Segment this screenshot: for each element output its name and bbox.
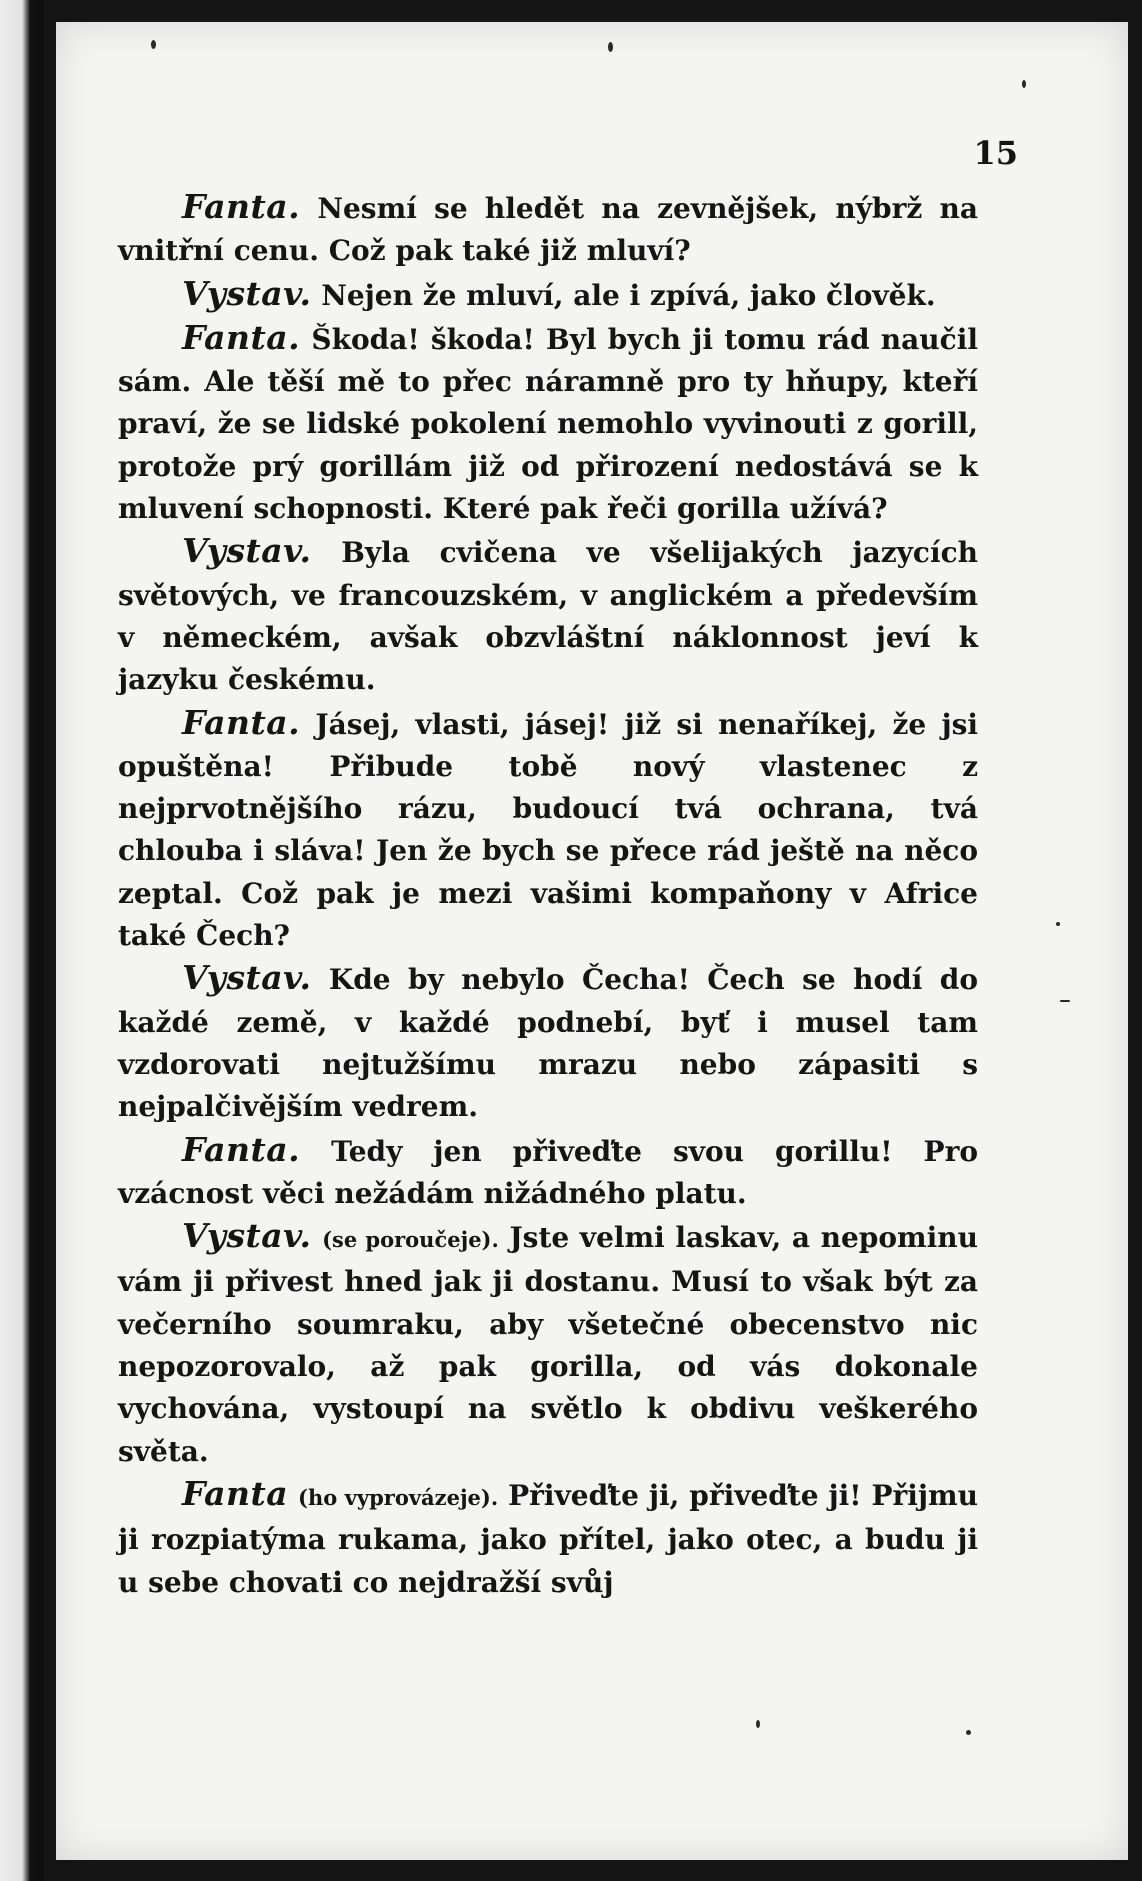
page-body: [118, 186, 978, 1604]
print-speck: [608, 42, 613, 52]
dialogue-paragraph: [118, 186, 978, 273]
dialogue-text: Přiveďte ji, přiveďte ji! Přijmu ji rozpiatýma rukama, jako přítel, jako otec, a budu ji u sebe chovati co nejdražší svůj: [118, 1478, 979, 1599]
dialogue-text: Kde by nebylo Čecha! Čech se hodí do každé země, v každé podnebí, byť i musel tam vzdorovati nejtužšímu mrazu nebo zápasiti s nejpalčivějším vedrem.: [118, 963, 979, 1124]
speaker-name: Vystav.: [182, 273, 312, 313]
print-speck: [151, 40, 156, 49]
binding-edge: [0, 0, 44, 1881]
speaker-name: Fanta.: [182, 317, 301, 357]
print-speck: [1022, 80, 1026, 88]
dialogue-paragraph: [118, 1129, 978, 1216]
speaker-name: Vystav.: [182, 531, 312, 571]
dialogue-paragraph: [118, 702, 978, 958]
dialogue-paragraph: [118, 1215, 978, 1473]
page-number: 15: [973, 134, 1018, 172]
dialogue-text: Jásej, vlasti, jásej! již si nenaříkej, že jsi opuštěna! Přibude tobě nový vlastenec z nejprvotnějšího rázu, budoucí tvá ochrana, tvá chlouba i sláva! Jen že bych se přece rád ještě na něco zeptal. Což pak je mezi vašimi kompaňony v Africe také Čech?: [118, 707, 978, 953]
dialogue-text: Škoda! škoda! Byl bych ji tomu rád naučil sám. Ale těší mě to přec náramně pro ty hňupy, kteří praví, že se lidské pokolení nemohlo vyvinouti z gorill, protože prý gorillám již od přirození nedostává se k mluvení schopnosti. Které pak řeči gorilla užívá?: [118, 322, 978, 526]
print-speck: [1056, 922, 1060, 926]
print-speck: [1060, 1000, 1070, 1002]
stage-direction: (ho vyprovázeje).: [298, 1484, 499, 1510]
dialogue-text: Jste velmi laskav, a nepominu vám ji přivest hned jak ji dostanu. Musí to však být za večerního soumraku, aby všetečné obecenstvo nic nepozorovalo, až pak gorilla, od vás dokonale vychována, vystoupí na světlo k obdivu veškerého světa.: [118, 1221, 979, 1468]
dialogue-paragraph: [118, 957, 978, 1128]
dialogue-text: Nejen že mluví, ale i zpívá, jako člověk.: [321, 278, 936, 312]
print-speck: [966, 1730, 971, 1735]
print-speck: [756, 1720, 760, 1728]
dialogue-text: Byla cvičena ve všelijakých jazycích světových, ve francouzském, v anglickém a především v německém, avšak obzvláštní náklonnost jeví k jazyku českému.: [118, 536, 979, 697]
speaker-name: Fanta.: [182, 187, 301, 226]
dialogue-paragraph: [118, 273, 978, 317]
stage-direction: (se poroučeje).: [322, 1227, 499, 1253]
speaker-name: Vystav.: [182, 1216, 312, 1256]
speaker-name: Fanta.: [182, 1129, 301, 1169]
dialogue-text: Tedy jen přiveďte svou gorillu! Pro vzácnost věci nežádám nižádného platu.: [118, 1134, 978, 1210]
speaker-name: Vystav.: [182, 958, 312, 998]
dialogue-text: Nesmí se hledět na zevnějšek, nýbrž na vnitřní cenu. Což pak také již mluví?: [118, 192, 978, 268]
dialogue-paragraph: [118, 1473, 978, 1604]
dialogue-paragraph: [118, 530, 978, 701]
speaker-name: Fanta.: [182, 702, 301, 742]
speaker-name: Fanta: [182, 1473, 289, 1513]
dialogue-paragraph: [118, 317, 978, 530]
